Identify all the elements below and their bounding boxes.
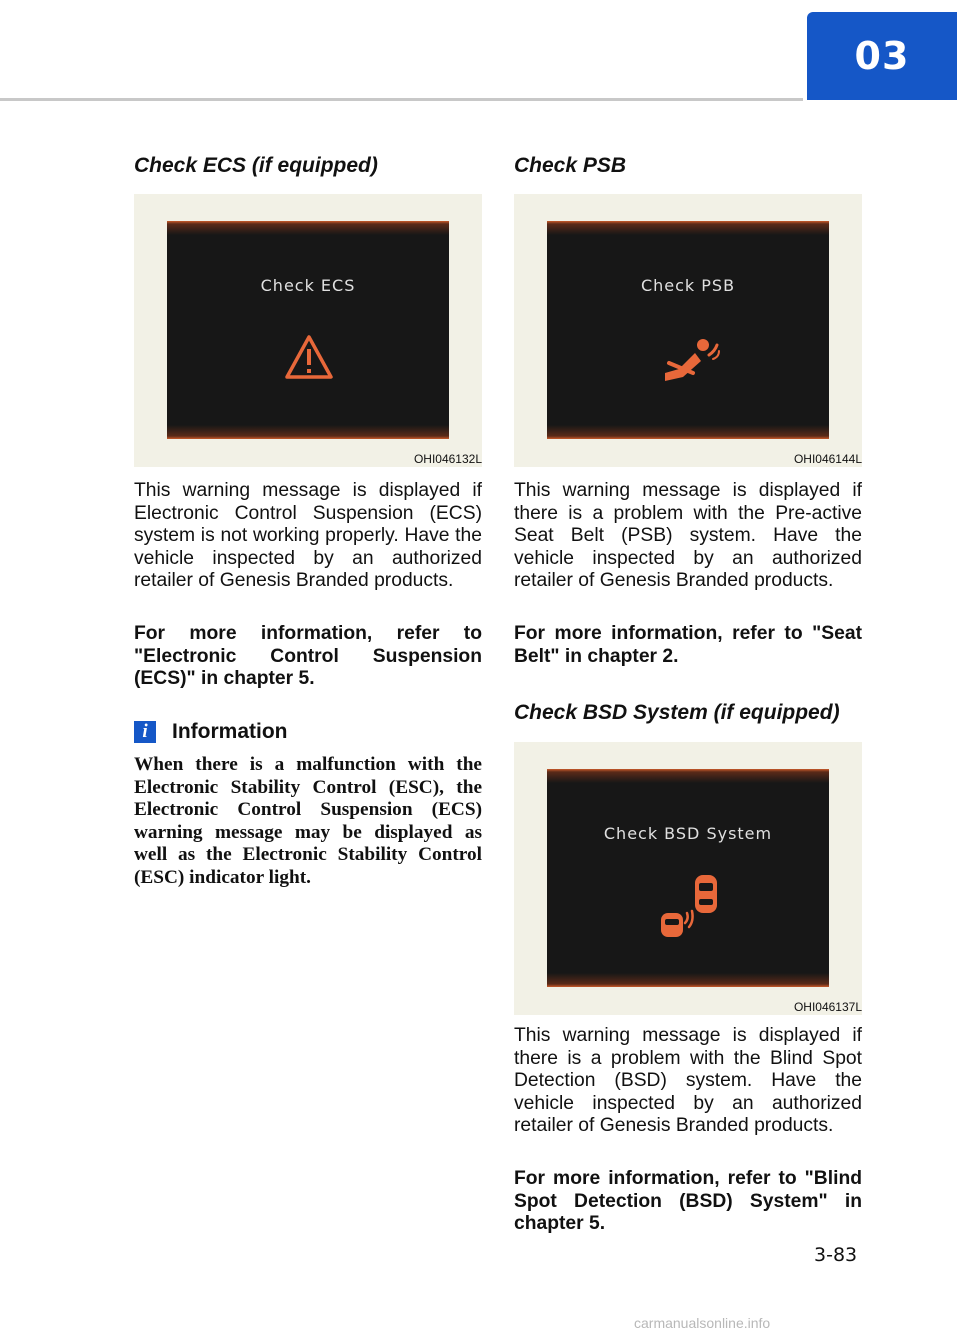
blind-spot-cars-icon (657, 869, 729, 945)
screen-message: Check PSB (640, 276, 736, 295)
cluster-screen-ecs (167, 221, 449, 439)
figure-code: OHI046144L (793, 452, 862, 466)
figure-code: OHI046137L (793, 1000, 862, 1014)
body-text-psb: This warning message is displayed if there is a problem with the Pre-active Seat Belt (PSB) system. Have the vehicle inspected by an authorized retailer of Genesis Branded products. (514, 480, 862, 591)
right-column (514, 0, 862, 1337)
left-column (134, 0, 482, 1337)
section-title-ecs: Check ECS (if equipped) (134, 154, 378, 177)
figure-code: OHI046132L (413, 452, 482, 466)
cluster-screen-psb (547, 221, 829, 439)
refer-text-bsd: For more information, refer to "Blind Spot Detection (BSD) System" in chapter 5. (514, 1168, 862, 1234)
warning-triangle-icon (283, 333, 335, 381)
figure-psb (514, 194, 862, 467)
information-heading (134, 720, 288, 744)
screen-message: Check ECS (260, 276, 356, 295)
seat-belt-icon (657, 333, 721, 389)
body-text-bsd: This warning message is displayed if there is a problem with the Blind Spot Detection (BSD) system. Have the vehicle inspected by an authorized retailer of Genesis Branded products. (514, 1025, 862, 1136)
refer-text-psb: For more information, refer to "Seat Belt" in chapter 2. (514, 623, 862, 667)
section-title-psb: Check PSB (514, 154, 627, 177)
refer-text-ecs: For more information, refer to "Electronic Control Suspension (ECS)" in chapter 5. (134, 623, 482, 689)
cluster-screen-bsd (547, 769, 829, 987)
screen-message: Check BSD System (603, 824, 773, 843)
body-text-ecs: This warning message is displayed if Electronic Control Suspension (ECS) system is not working properly. Have the vehicle inspected by an authorized retailer of Genesis Branded products. (134, 480, 482, 591)
information-title: Information (172, 720, 288, 743)
page-number: 3-83 (814, 1244, 858, 1266)
figure-ecs (134, 194, 482, 467)
chapter-tab: 03 (807, 12, 957, 100)
info-icon: i (134, 721, 156, 743)
section-title-bsd: Check BSD System (if equipped) (514, 701, 840, 724)
information-body: When there is a malfunction with the Electronic Stability Control (ESC), the Electronic Control Suspension (ECS) warning message may be displayed as well as the Electronic Stability Control (ESC) indicator light. (134, 754, 482, 888)
figure-bsd (514, 742, 862, 1015)
watermark: carmanualsonline.info (634, 1315, 771, 1331)
